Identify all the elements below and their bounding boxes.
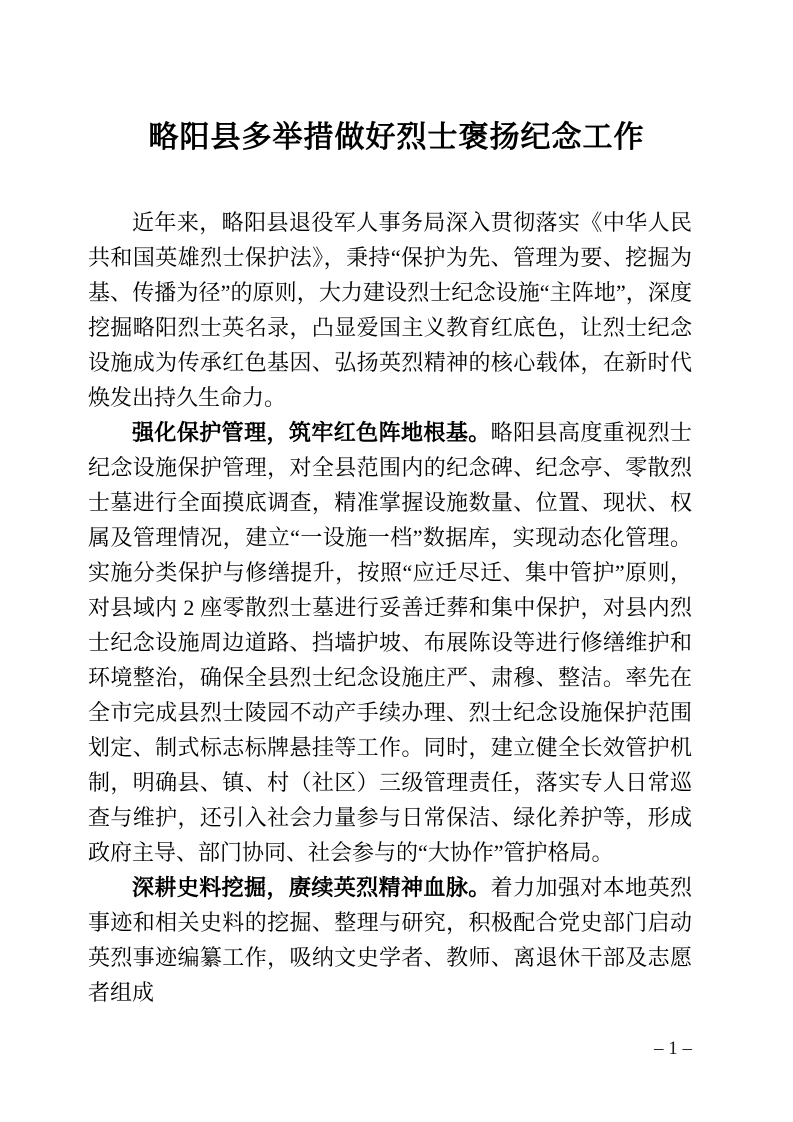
- paragraph-history: [88, 870, 692, 1010]
- paragraph-protection: [88, 415, 692, 870]
- page-number: – 1 –: [654, 1038, 692, 1059]
- paragraph-protection-lead: 强化保护管理，筑牢红色阵地根基。: [132, 420, 491, 445]
- paragraph-history-lead: 深耕史料挖掘，赓续英烈精神血脉。: [132, 875, 491, 900]
- paragraph-intro-text: 近年来，略阳县退役军人事务局深入贯彻落实《中华人民共和国英雄烈士保护法》，秉持“保护为先、管理为要、挖掘为基、传播为径”的原则，大力建设烈士纪念设施“主阵地”，深度挖掘略阳烈士英名录，凸显爱国主义教育红底色，让烈士纪念设施成为传承红色基因、弘扬英烈精神的核心载体，在新时代焕发出持久生命力。: [88, 210, 692, 410]
- document-body: [88, 205, 692, 1010]
- document-title: 略阳县多举措做好烈士褒扬纪念工作: [148, 121, 645, 154]
- paragraph-history-text: 着力加强对本地英烈事迹和相关史料的挖掘、整理与研究，积极配合党史部门启动英烈事迹编纂工作，吸纳文史学者、教师、离退休干部及志愿者组成: [88, 875, 692, 1005]
- paragraph-protection-text: 略阳县高度重视烈士纪念设施保护管理，对全县范围内的纪念碑、纪念亭、零散烈士墓进行全面摸底调查，精准掌握设施数量、位置、现状、权属及管理情况，建立“一设施一档”数据库，实现动态化管理。实施分类保护与修缮提升，按照“应迁尽迁、集中管护”原则，对县域内 2 座零散烈士墓进行妥善迁葬和集中保护，对县内烈士纪念设施周边道路、挡墙护坡、布展陈设等进行修缮维护和环境整治，确保全县烈士纪念设施庄严、肃穆、整洁。率先在全市完成县烈士陵园不动产手续办理、烈士纪念设施保护范围划定、制式标志标牌悬挂等工作。同时，建立健全长效管护机制，明确县、镇、村（社区）三级管理责任，落实专人日常巡查与维护，还引入社会力量参与日常保洁、绿化养护等，形成政府主导、部门协同、社会参与的“大协作”管护格局。: [88, 420, 692, 865]
- paragraph-intro: [88, 205, 692, 415]
